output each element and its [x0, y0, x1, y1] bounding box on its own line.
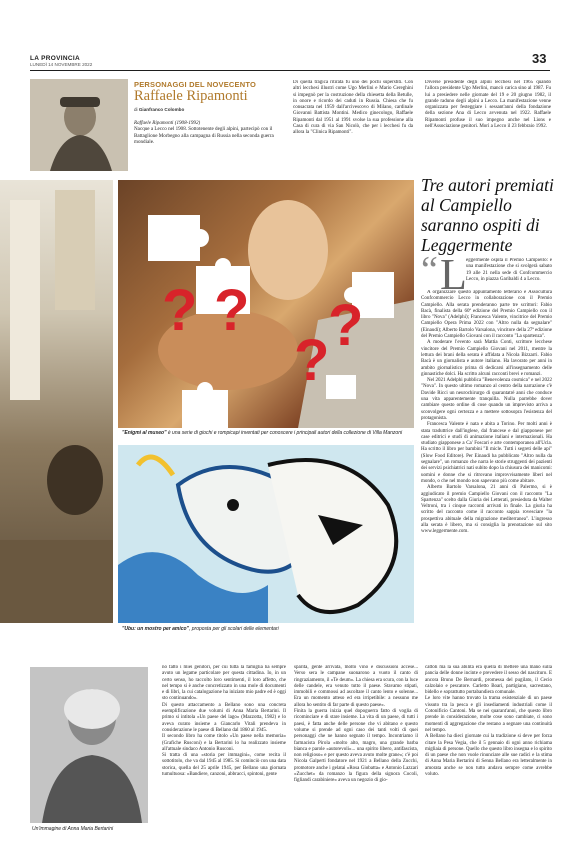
feature-paragraph-5: Francesca Valente è nata e abita a Torino. Per molti anni è stata traduttrice dall'inglese, dal francese e dal giapponese per case editrici e studi di animazione italiani e internazionali. Ha studiato giapponese a Ca' Foscari e arte contemporanea all'Ucla. Ha scritto il libro per bambini "Il micle. Tutti i segreti delle api" (Slow Food Editore). Per Einaudi ha pubblicato "Altro nulla da segnalare", un romanzo che narra le storie struggenti dei pazienti dei servizi psichiatrici nati subito dopo la chiusura dei manicomi: uomini e donne che si ritrovano improvvisamente liberi nel mondo, o che nel mondo non sapevano più come abitare. — [421, 422, 552, 484]
feature-paragraph-4: Nel 2021 Adelphi pubblica "Benevolenza cosmica" e nel 2022 "Nova". In questo ultimo romanzo al centro della narrazione c'è Davide Ricci un neurochirurgo di quarantatré anni che conduce una vita apparentemente tranquilla. Nulla parrebbe dover cambiare questo ordine di cose quando un imprevisto arriva a sconvolgere ogni certezza e a mettere sottosopra l'esistenza del protagonista. — [421, 378, 552, 421]
feature-paragraph-2: A organizzare questo appuntamento letterario è Assocultura Confcommercio Lecco in collaborazione con il Premio Campiello. Alla serata prenderanno parte tre scrittori: Fabio Bacà, finalista della 60ª edizione del Premio Campiello con il libro "Nova" (Adelphi); Francesca Valente, vincitrice del Premio Campiello Opera Prima 2022 con "Altro nulla da segnalare" (Einaudi); Alberto Bartolo Varsalona, vincitore della 27ª edizione del Premio Campiello Giovani con il racconto "La spartenza". — [421, 290, 552, 340]
villa-interior-photo — [0, 180, 113, 623]
feature-headline: Tre autori premiati al Campiello saranno ospiti di Leggermente — [421, 175, 554, 255]
bottom-col-1 — [162, 665, 286, 833]
svg-text:?: ? — [162, 278, 198, 343]
byline-author: Gianfranco Colombo — [138, 107, 185, 112]
portrait-illustration — [30, 79, 128, 171]
portrait-caption: Un'immagine di Anna Maria Bertarini — [32, 826, 114, 832]
quote-mark: “ — [421, 249, 438, 291]
puzzle-caption-text: è una serie di giochi e rompicapi inventati per conoscere i principali autori della collezione di Villa Manzoni — [167, 430, 403, 436]
section-kicker: PERSONAGGI DEL NOVECENTO — [134, 80, 257, 89]
newspaper-name: LA PROVINCIA — [30, 55, 80, 62]
ubu-caption-title: "Ubu: un mostro per amico" — [122, 626, 189, 632]
profile-bio — [134, 120, 284, 145]
bio-name: Raffaele Ripamonti (1908-1992) — [134, 120, 201, 126]
ubu-caption-text: , proposta per gli scolari delle elementari — [188, 626, 279, 632]
byline — [134, 107, 184, 112]
enigmi-puzzle-image — [118, 180, 414, 428]
bottom-text-2: sparita, gente arrivata, molto vino e discussioni accese... Verso sera le campane suonarono a vuoto il canto di ringraziamento, il «Te deum». La chiesa era scura, con la luce delle candele, era venuto tutto il paese. Stavamo stipati, immobili e commossi ad ascoltare il canto lento e solenne... Era un momento atteso ed era irripetibile: a nessuno me allora ho sentito di far parte di questo paese». Finita la guerra inizia quel dopoguerra fatto di voglia di ricominciare e di stare insieme. La vita di un paese, di tutti i paesi, è fatta anche delle persone che vi abitano e questo volume si prende ad ogni caso dei tanti volti di quei personaggi che ne hanno segnato il tempo. Incontriamo il farmacista Pirola «molto alto, magro, una grande barba bianca e parole «autorevoli»... una spirito libero, antifascista, non religioso» e per questo aveva avuto molte grane»; c'è poi Nicola Galperti fondatore nel 1921 a Bellano della Zucchi, promotore anche i gelatai «Rosa Giobatta» e Antonio Lazzari «Zucchet» da romanzo la figura della signora Cocoli, figliandi carabiniere» aveva un negozio di gio- — [294, 665, 418, 784]
ubu-drawing-image — [118, 445, 414, 623]
bio-text: Nacque a Lecco nel 1908. Sottotenente degli alpini, partecipò con il Battaglione Morbegno alla campagna di Russia nella seconda guerra mondiale. — [134, 126, 274, 145]
bottom-text-3: cattoli ma la sua abilità era quella di mettere una mano sulla pancia delle donne incinte e prevedere il sesso del nascituro. E ancora Bruno De Bernardi, promessa del pugilato, il Cecio calzolaio e pescatore. Carletto Boari, partigiano, sacrestano, bidello e soprattutto portabandiera comunale. Le loro vite hanno trovato la trama esistenziale di un paese vissuto tra la pesca e gli insediamenti industriali come il Cotonificio Cantoni. Ma se nei quarant'anni, che questo libro prende in considerazione, molte cose sono cambiate, ci sono momenti di aggregazione che restano a segnare una continuità nel tempo. A Bellano ha dieci giornate cui la tradizione si deve per forza citare la Pesa Vegia, che il 5 gennaio di ogni anno richiama migliaia di persone. Quello che questo libro insegna e lo spirito di un paese che non vuole rinunciare alle sue radici e la stima di Anna Maria Bertarini di Senna Bellano era letteralmente in amorata anche se non tutto andava sempre come avrebbe voluto. — [425, 665, 552, 778]
feature-paragraph-3: A moderare l'evento sarà Mattia Conti, scrittore lecchese vincitore del Premio Campiello Giovani nel 2011, mentre la lettura dei brani della serata è affidata a Nicola Bizzarri. Fabio Bacà è un giornalista e autore italiano. Ha lavorato per anni in ambito giornalistico prima di dedicarsi all'insegnamento delle ginnastiche dolci. Ha scritto alcuni racconti brevi e romanzi. — [421, 340, 552, 377]
ubu-caption — [122, 626, 414, 632]
bottom-text-1: no fatto i miei genitori, per cui tutta la famiglia ha sempre avuto un legame particolare per questa cittadina. Io, in un certo senso, ho raccolto loro sentimenti, il loro affetto, che nel tempo si è anche concretizzato in una mole di documenti e di libri, la cui catalogazione ha iniziato mio padre ed è oggi sto continuando». Di questo attaccamento a Bellano sono una concreta esemplificazione due volumi di Anna Maria Bertarini. Il primo si intitola «Un paese del lago» (Mazzotta, 1982) e lo aveva curato insieme a Giancarlo Vitali prendeva in considerazione le paese di Bellano dal 1860 al 1945. Il secondo libro ha come titolo «Un paese nella memoria» (Grafiche Rusconi) e la Bertarini lo ha realizzato insieme all'attuale sindaco Antonio Rusconi. Si tratta di una «storia per immagini», come recita il sottotitolo, che va dal 1945 al 1985. Si cominciò con una data storica, quella del 25 aprile 1945, per Bellano una giornata tumultuosa: «Bandiere, canzoni, abbracci, spintoni, gente — [162, 665, 286, 778]
ubu-illustration — [118, 445, 414, 623]
puzzle-caption — [122, 430, 414, 436]
svg-text:?: ? — [328, 293, 364, 358]
bertarini-portrait — [30, 667, 148, 823]
profile-col-3: Diverse presidente degli alpini lecchesi nel 1965 quando l'allora presidente Ugo Merlini, mancò carica sino al 1987. Fu lui a presiedere nelle giornate del 19 e 20 giugno 1982, il grande raduno degli alpini a Lecco. La manifestazione venne organizzata per festeggiare i sessant'anni della fondazione della sezione Ana di Lecco avvenuta nel 1922. Raffaele Ripamonti profuse il suo impegno anche nel Lions e nell'Associazione genitori. Morì a Lecco il 23 febbraio 1992. — [425, 80, 551, 130]
byline-prefix: di — [134, 107, 138, 112]
bertarini-illustration — [30, 667, 148, 823]
profile-col-2: Di quella tragica ritirata fu uno dei pochi superstiti. Con altri lecchesi illustri come Ugo Merlini e Mario Cereghini si impegnò per la costruzione della chiesetta della Betulle, in onore e ricordo dei caduti in Russia. Chiesa che fu consacrata nel 1959 dall'arcivescovo di Milano, cardinale Giovanni Battista Montini. Medico ginecologo, Raffaele Ripamonti dal 1951 al 1991 svolse la sua professione alla Casa di cura di via San Nicolò, che per i lecchesi fu da allora la "Clinica Ripamonti". — [293, 80, 413, 136]
bottom-col-3 — [425, 665, 552, 833]
header-rule — [30, 70, 550, 71]
drop-cap: L — [440, 250, 467, 299]
feature-body — [421, 290, 552, 630]
issue-date: LUNEDÌ 14 NOVEMBRE 2022 — [30, 62, 93, 67]
page-number: 33 — [532, 51, 547, 66]
bottom-col-2 — [294, 665, 418, 833]
ripamonti-portrait — [30, 79, 128, 171]
puzzle-caption-title: "Enigmi al museo" — [122, 430, 167, 436]
svg-text:?: ? — [294, 328, 330, 393]
puzzle-illustration — [118, 180, 414, 428]
feature-paragraph-6: Alberto Bartolo Varsalona, 21 anni di Palermo, si è aggiudicato il premio Campiello Giovani con il racconto "La Spartenza" scelto dalla Giuria dei Letterati, presieduta da Walter Veltroni, tra i cinque racconti arrivati in finale. La giuria ha scritto del racconto come il racconto sappia rovesciare "la prospettiva abituale della migrazione mediterranea". L'ingresso alla serata è libero, ma si consiglia la prenotazione sul sito www.leggermente.com. — [421, 485, 552, 535]
profile-title: Raffaele Ripamonti — [134, 88, 248, 104]
interior-illustration — [0, 180, 113, 623]
feature-intro: eggermente ospita il Premio Campiello: è una manifestazione che si svolgerà sabato 19 alle 21 nella sede di Confcommercio Lecco, in piazza Garibaldi 4 a Lecco. — [466, 258, 552, 282]
svg-text:?: ? — [214, 278, 250, 343]
